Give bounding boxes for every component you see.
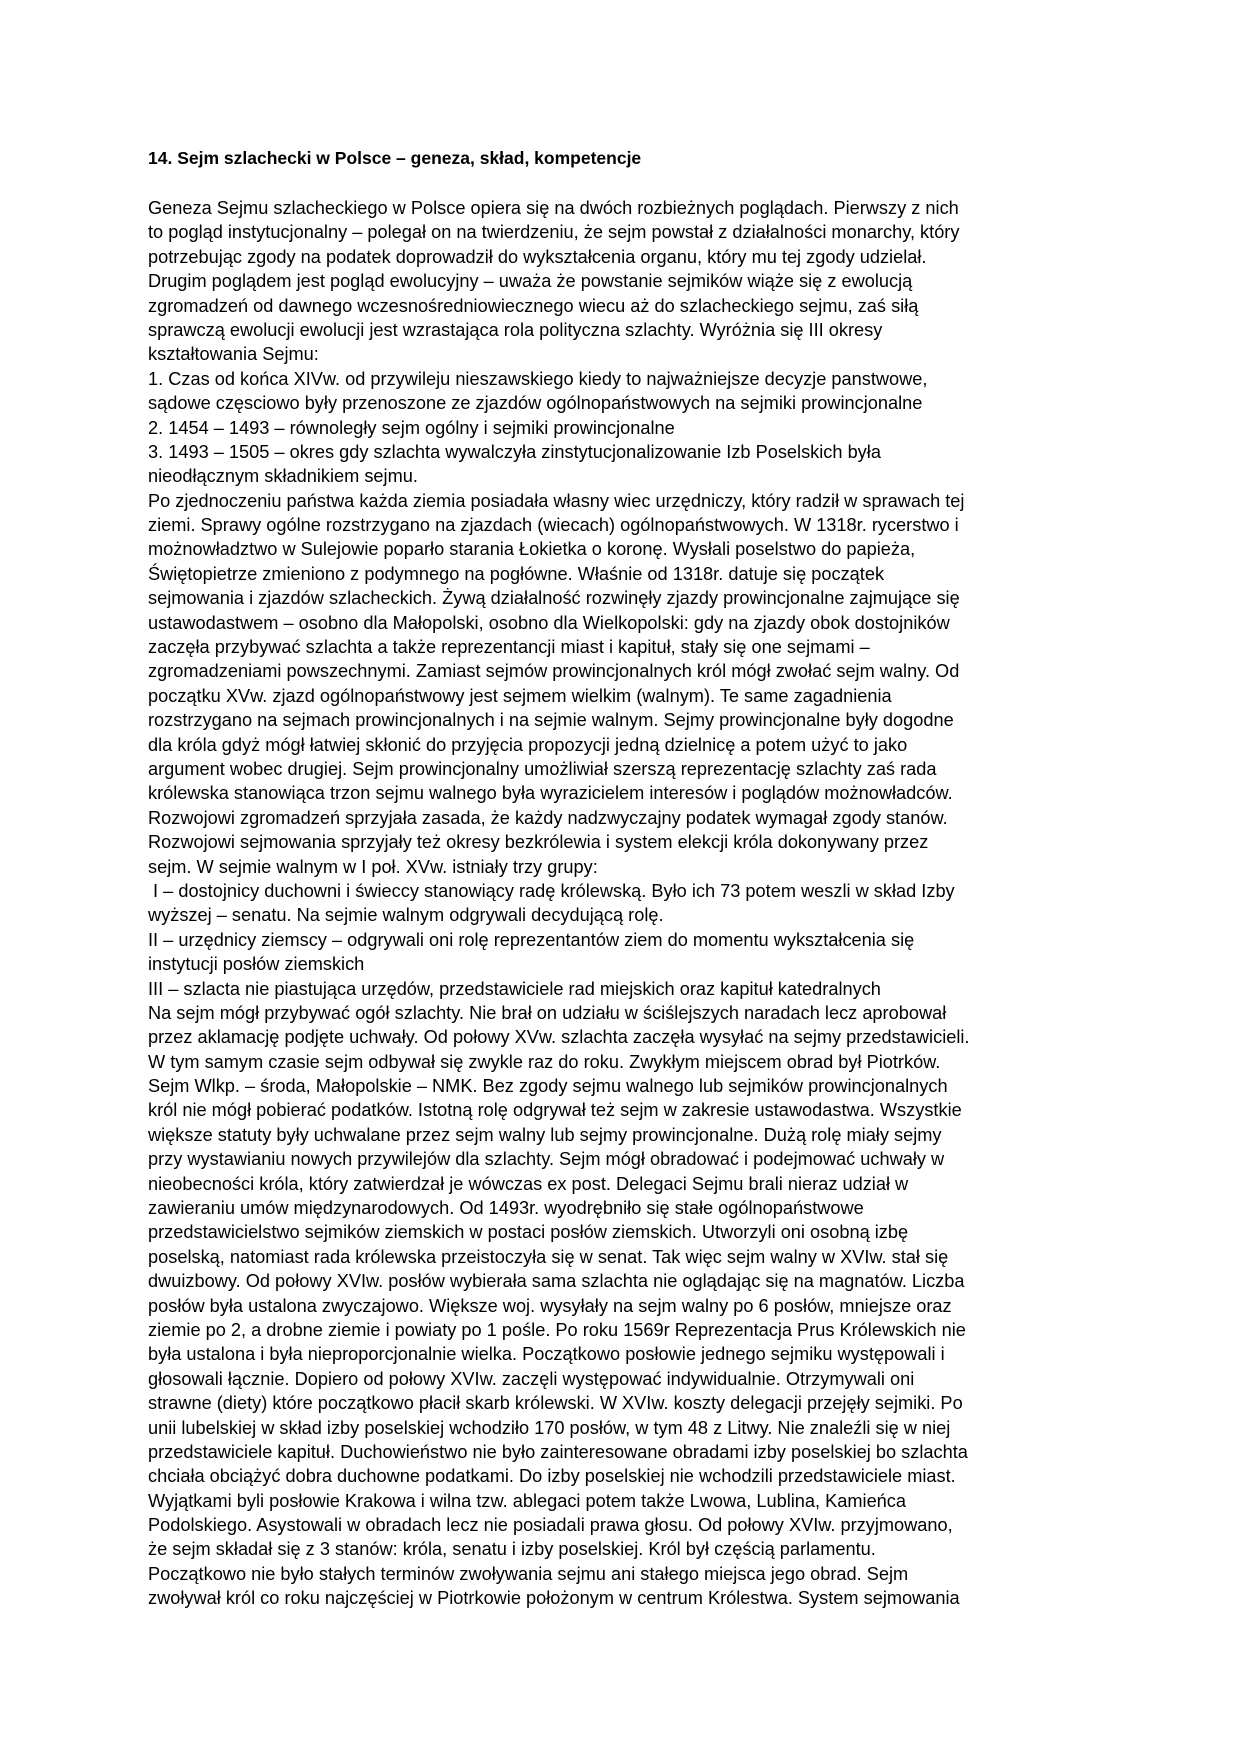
document-title: 14. Sejm szlachecki w Polsce – geneza, skład, kompetencje [148, 148, 642, 168]
text-line: przez aklamację podjęte uchwały. Od połowy XVw. szlachta zaczęła wysyłać na sejmy przedstawicieli. [148, 1027, 970, 1048]
text-line: sejm. W sejmie walnym w I poł. XVw. istniały trzy grupy: [148, 856, 598, 877]
text-line: strawne (diety) które początkowo płacił skarb królewski. W XVIw. koszty delegacji przejęły sejmiki. Po [148, 1393, 963, 1414]
text-line: ustawodastwem – osobno dla Małopolski, osobno dla Wielkopolski: gdy na zjazdy obok dostojników [148, 612, 950, 633]
text-line: Drugim poglądem jest pogląd ewolucyjny – uważa że powstanie sejmików wiąże się z ewolucją [148, 271, 913, 292]
text-line: Sejm Wlkp. – środa, Małopolskie – NMK. Bez zgody sejmu walnego lub sejmików prowincjonalnych [148, 1076, 948, 1097]
text-line: Wyjątkami byli posłowie Krakowa i wilna tzw. ablegaci potem także Lwowa, Lublina, Kamieńca [148, 1490, 907, 1511]
text-line: rozstrzygano na sejmach prowincjonalnych i na sejmie walnym. Sejmy prowincjonalne były dogodne [148, 710, 954, 731]
document-body [148, 196, 1118, 1611]
text-line: możnowładztwo w Sulejowie poparło starania Łokietka o koronę. Wysłali poselstwo do papieża, [148, 539, 916, 560]
text-line: poselską, natomiast rada królewska przeistoczyła się w senat. Tak więc sejm walny w XVIw. stał się [148, 1246, 949, 1267]
text-line: zaczęła przybywać szlachta a także reprezentancji miast i kapituł, stały się one sejmami – [148, 637, 870, 658]
text-line: zgromadzeń od dawnego wczesnośredniowiecznego wiecu aż do szlacheckiego sejmu, zaś siłą [148, 295, 919, 316]
text-line: potrzebując zgody na podatek doprowadził do wykształcenia organu, który mu tej zgody udzielał. [148, 246, 927, 267]
text-line: W tym samym czasie sejm odbywał się zwykle raz do roku. Zwykłym miejscem obrad był Piotrków. [148, 1051, 941, 1072]
text-line: sądowe częsciowo były przenoszone ze zjazdów ogólnopaństwowych na sejmiki prowincjonalne [148, 393, 923, 414]
text-line: sejmowania i zjazdów szlacheckich. Żywą działalność rozwinęły zjazdy prowincjonalne zajmujące się [148, 588, 960, 609]
text-line: III – szlacta nie piastująca urzędów, przedstawiciele rad miejskich oraz kapituł katedralnych [148, 978, 881, 999]
text-line: większe statuty były uchwalane przez sejm walny lub sejmy prowincjonalne. Dużą rolę miały sejmy [148, 1124, 942, 1145]
text-line: Geneza Sejmu szlacheckiego w Polsce opiera się na dwóch rozbieżnych poglądach. Pierwszy z nich [148, 198, 959, 218]
text-line: zgromadzeniami powszechnymi. Zamiast sejmów prowincjonalnych król mógł zwołać sejm walny. Od [148, 661, 960, 682]
text-line: przedstawiciele kapituł. Duchowieństwo nie było zainteresowane obradami izby poselskiej bo szlachta [148, 1441, 968, 1462]
text-line: dla króla gdyż mógł łatwiej skłonić do przyjęcia propozycji jedną dzielnicę a potem użyć to jako [148, 734, 908, 755]
text-line: argument wobec drugiej. Sejm prowincjonalny umożliwiał szerszą reprezentację szlachty zaś rada [148, 758, 937, 779]
text-line: była ustalona i była nieproporcjonalnie wielka. Początkowo posłowie jednego sejmiku występowali i [148, 1344, 945, 1365]
text-line: kształtowania Sejmu: [148, 344, 319, 365]
text-line: dwuizbowy. Od połowy XVIw. posłów wybierała sama szlachta nie oglądając się na magnatów. Liczba [148, 1271, 965, 1292]
text-line: Świętopietrze zmieniono z podymnego na pogłówne. Właśnie od 1318r. datuje się początek [148, 563, 885, 584]
text-line: głosowali łącznie. Dopiero od połowy XVIw. zaczęli występować indywidualnie. Otrzymywali oni [148, 1368, 915, 1389]
text-line: nieodłącznym składnikiem sejmu. [148, 466, 418, 487]
text-line: posłów była ustalona zwyczajowo. Większe woj. wysyłały na sejm walny po 6 posłów, mniejsze oraz [148, 1295, 952, 1316]
text-line: ziemie po 2, a drobne ziemie i powiaty po 1 pośle. Po roku 1569r Reprezentacja Prus Królewskich nie [148, 1319, 966, 1340]
text-line: Na sejm mógł przybywać ogół szlachty. Nie brał on udziału w ściślejszych naradach lecz aprobował [148, 1002, 947, 1023]
text-line: początku XVw. zjazd ogólnopaństwowy jest sejmem wielkim (walnym). Te same zagadnienia [148, 685, 892, 706]
text-line: unii lubelskiej w skład izby poselskiej wchodziło 170 posłów, w tym 48 z Litwy. Nie znaleźli się w niej [148, 1417, 951, 1438]
text-line: zwoływał król co roku najczęściej w Piotrkowie położonym w centrum Królestwa. System sejmowania [148, 1588, 960, 1609]
text-line: to pogląd instytucjonalny – polegał on na twierdzeniu, że sejm powstał z działalności monarchy, który [148, 222, 960, 243]
text-line: ziemi. Sprawy ogólne rozstrzygano na zjazdach (wiecach) ogólnopaństwowych. W 1318r. rycerstwo i [148, 515, 959, 536]
text-line: chciała obciążyć dobra duchowne podatkami. Do izby poselskiej nie wchodzili przedstawiciele miast. [148, 1466, 956, 1487]
text-line: przy wystawianiu nowych przywilejów dla szlachty. Sejm mógł obradować i podejmować uchwały w [148, 1149, 945, 1170]
text-line: wyższej – senatu. Na sejmie walnym odgrywali decydującą rolę. [148, 905, 664, 926]
text-line: Po zjednoczeniu państwa każda ziemia posiadała własny wiec urzędniczy, który radził w sprawach tej [148, 490, 965, 511]
text-line: 3. 1493 – 1505 – okres gdy szlachta wywalczyła zinstytucjonalizowanie Izb Poselskich była [148, 441, 881, 462]
text-line: 1. Czas od końca XIVw. od przywileju nieszawskiego kiedy to najważniejsze decyzje panstwowe, [148, 368, 928, 389]
text-line: 2. 1454 – 1493 – równoległy sejm ogólny i sejmiki prowincjonalne [148, 417, 675, 438]
text-line: instytucji posłów ziemskich [148, 954, 365, 975]
text-line: sprawczą ewolucji ewolucji jest wzrastająca rola polityczna szlachty. Wyróżnia się III okresy [148, 319, 883, 340]
text-line: Rozwojowi sejmowania sprzyjały też okresy bezkrólewia i system elekcji króla dokonywany przez [148, 832, 929, 853]
text-line: król nie mógł pobierać podatków. Istotną rolę odgrywał też sejm w zakresie ustawodastwa. Wszystkie [148, 1100, 962, 1121]
text-line: nieobecności króla, który zatwierdzał je wówczas ex post. Delegaci Sejmu brali nieraz udział w [148, 1173, 909, 1194]
text-line: królewska stanowiąca trzon sejmu walnego była wyrazicielem interesów i poglądów możnowładców. [148, 783, 953, 804]
text-line: II – urzędnicy ziemscy – odgrywali oni rolę reprezentantów ziem do momentu wykształcenia się [148, 929, 915, 950]
text-line: Początkowo nie było stałych terminów zwoływania sejmu ani stałego miejsca jego obrad. Sejm [148, 1563, 909, 1584]
text-line: Rozwojowi zgromadzeń sprzyjała zasada, że każdy nadzwyczajny podatek wymagał zgody stanów. [148, 807, 948, 828]
text-line: I – dostojnicy duchowni i świeccy stanowiący radę królewską. Było ich 73 potem weszli w skład Izby [148, 880, 955, 901]
text-line: że sejm składał się z 3 stanów: króla, senatu i izby poselskiej. Król był częścią parlamentu. [148, 1539, 876, 1560]
text-line: Podolskiego. Asystowali w obradach lecz nie posiadali prawa głosu. Od połowy XVIw. przyjmowano, [148, 1515, 953, 1536]
text-line: zawieraniu umów międzynarodowych. Od 1493r. wyodrębniło się stałe ogólnopaństwowe [148, 1198, 864, 1219]
text-line: przedstawicielstwo sejmików ziemskich w postaci posłów ziemskich. Utworzyli oni osobną izbę [148, 1222, 909, 1243]
